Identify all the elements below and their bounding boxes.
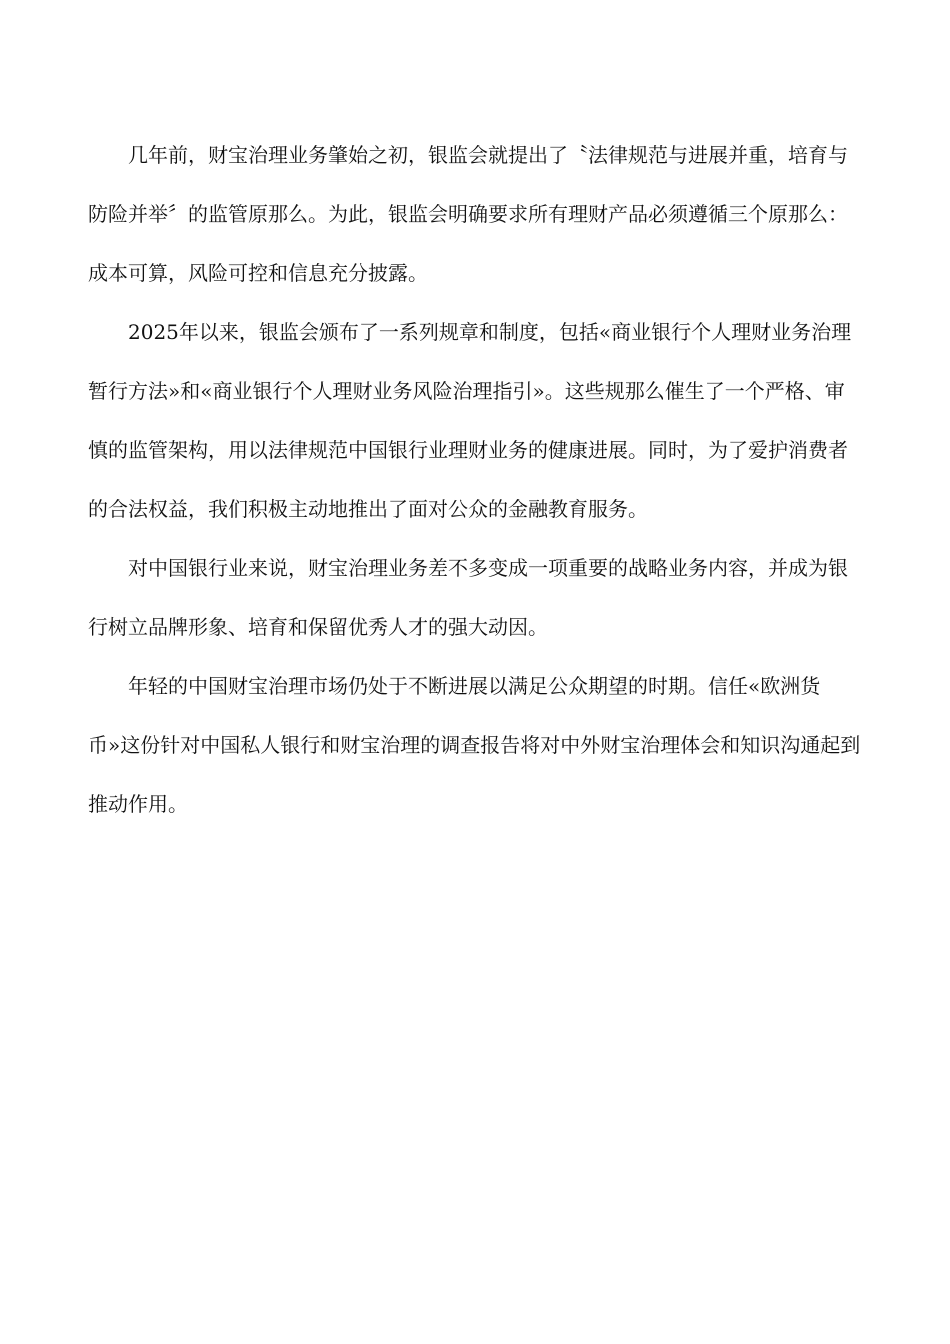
paragraph-2: 2025年以来，银监会颁布了一系列规章和制度，包括«商业银行个人理财业务治理暂行方法»和«商业银行个人理财业务风险治理指引»。这些规那么催生了一个严格、审慎的监管架构，用以法律规范中国银行业理财业务的健康进展。同时，为了爱护消费者的合法权益，我们积极主动地推出了面对公众的金融教育服务。 bbox=[88, 320, 852, 521]
paragraph-3: 对中国银行业来说，财宝治理业务差不多变成一项重要的战略业务内容，并成为银行树立品牌形象、培育和保留优秀人才的强大动因。 bbox=[88, 556, 848, 639]
paragraph-4: 年轻的中国财宝治理市场仍处于不断进展以满足公众期望的时期。信任«欧洲货币»这份针对中国私人银行和财宝治理的调查报告将对中外财宝治理体会和知识沟通起到推动作用。 bbox=[88, 674, 861, 816]
paragraph-1: 几年前，财宝治理业务肇始之初，银监会就提出了〝法律规范与进展并重，培育与防险并举〞的监管原那么。为此，银监会明确要求所有理财产品必须遵循三个原那么：成本可算，风险可控和信息充分披露。 bbox=[88, 143, 848, 285]
document-body bbox=[88, 126, 863, 834]
